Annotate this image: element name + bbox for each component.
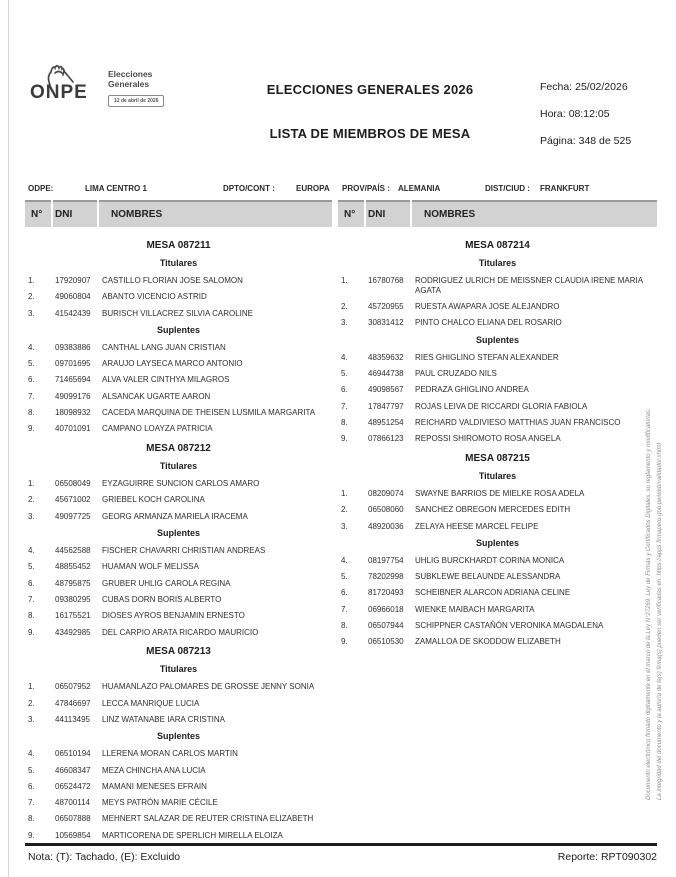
member-name: ARAUJO LAYSECA MARCO ANTONIO [102, 359, 243, 369]
document-subtitle: LISTA DE MIEMBROS DE MESA [269, 126, 471, 141]
member-number: 2. [28, 495, 35, 505]
member-dni: 78202998 [368, 572, 404, 582]
member-name: ABANTO VICENCIO ASTRID [102, 292, 207, 302]
member-dni: 49060804 [55, 292, 91, 302]
member-dni: 10569854 [55, 830, 91, 840]
dpto-value: EUROPA [296, 184, 330, 193]
member-number: 5. [341, 368, 348, 378]
member-dni: 09380295 [55, 594, 91, 604]
mesa-title: MESA 087215 [465, 452, 530, 464]
mesa-block [338, 453, 657, 647]
dist-value: FRANKFURT [540, 184, 590, 193]
member-name: DIOSES AYROS BENJAMIN ERNESTO [102, 611, 245, 621]
member-name: LECCA MANRIQUE LUCIA [102, 698, 200, 708]
member-row [338, 621, 657, 631]
signature-note-line1: Documento electrónico firmado digitalmente en el marco de la Ley N°27269, Ley de Firmas y Certificados Digitales, su reglamento y modificatorias. [646, 408, 653, 800]
member-name: GRUBER UHLIG CAROLA REGINA [102, 578, 231, 588]
onpe-wordmark: ONPE [30, 82, 88, 103]
member-row [25, 798, 332, 808]
page-left-border [8, 0, 9, 877]
member-row [25, 595, 332, 605]
member-row [25, 831, 332, 841]
member-row [25, 512, 332, 522]
member-number: 1. [28, 479, 35, 489]
member-number: 7. [341, 401, 348, 411]
member-row [338, 369, 657, 379]
member-number: 5. [28, 359, 35, 369]
member-row [25, 392, 332, 402]
member-dni: 41542439 [55, 308, 91, 318]
member-dni: 48920036 [368, 521, 404, 531]
member-row [25, 424, 332, 434]
member-name: CACEDA MARQUINA DE THEISEN LUSMILA MARGARITA [102, 408, 316, 418]
member-name: CAMPANO LOAYZA PATRICIA [102, 424, 213, 434]
member-dni: 18098932 [55, 408, 91, 418]
member-number: 2. [341, 302, 348, 312]
member-name: PINTO CHALCO ELIANA DEL ROSARIO [415, 318, 562, 328]
member-dni: 30831412 [368, 318, 404, 328]
member-number: 3. [341, 318, 348, 328]
footer [28, 851, 657, 863]
member-name: GEORG ARMANZA MARIELA IRACEMA [102, 511, 248, 521]
member-dni: 48359632 [368, 352, 404, 362]
pagina-value: 348 de 525 [578, 135, 632, 147]
member-row [25, 562, 332, 572]
member-dni: 06507952 [55, 682, 91, 692]
member-name: CUBAS DORN BORIS ALBERTO [102, 594, 222, 604]
member-row [338, 505, 657, 515]
mesa-block [25, 646, 332, 840]
member-dni: 45671002 [55, 495, 91, 505]
mesa-block [338, 240, 657, 444]
titulares-label: Titulares [478, 258, 517, 268]
member-name: CANTHAL LANG JUAN CRISTIAN [102, 342, 226, 352]
onpe-logo [30, 64, 164, 110]
member-dni: 06507944 [368, 621, 404, 631]
member-row [338, 522, 657, 532]
report-meta [540, 81, 631, 162]
member-row [25, 546, 332, 556]
member-row [338, 556, 657, 566]
member-number: 4. [28, 749, 35, 759]
member-row [338, 572, 657, 582]
mesa-title: MESA 087214 [465, 240, 530, 251]
member-name: RIES GHIGLINO STEFAN ALEXANDER [415, 352, 559, 362]
member-number: 6. [28, 375, 35, 385]
nombres-column-header: NOMBRES [412, 200, 657, 227]
member-row [338, 588, 657, 598]
member-row [338, 637, 657, 647]
member-dni: 16780768 [368, 276, 404, 285]
member-name: UHLIG BURCKHARDT CORINA MONICA [415, 555, 565, 565]
suplentes-label: Suplentes [156, 324, 200, 335]
suplentes-label: Suplentes [156, 731, 200, 742]
footer-note: Nota: (T): Tachado, (E): Excluido [28, 851, 181, 863]
member-name: DEL CARPIO ARATA RICARDO MAURICIO [102, 627, 259, 637]
member-row [25, 343, 332, 353]
member-number: 5. [341, 572, 348, 582]
member-row [338, 276, 657, 296]
member-row [25, 359, 332, 369]
member-dni: 17847797 [368, 401, 404, 411]
onpe-logo-mark [30, 64, 104, 110]
member-dni: 40701091 [55, 424, 91, 434]
dni-column-header: DNI [366, 200, 410, 227]
member-number: 6. [341, 588, 348, 598]
member-number: 9. [28, 830, 35, 840]
mesa-block [25, 443, 332, 637]
member-row [25, 408, 332, 418]
member-number: 3. [28, 308, 35, 318]
meta-pagina [540, 135, 631, 147]
meta-hora [540, 108, 631, 120]
member-name: ALVA VALER CINTHYA MILAGROS [102, 375, 230, 385]
member-number: 1. [341, 276, 348, 285]
member-row [338, 605, 657, 615]
member-number: 4. [28, 342, 35, 352]
member-name: LINZ WATANABE IARA CRISTINA [102, 714, 225, 724]
member-dni: 16175521 [55, 611, 91, 621]
odpe-value: LIMA CENTRO 1 [85, 184, 147, 193]
member-row [338, 418, 657, 428]
member-name: WIENKE MAIBACH MARGARITA [415, 604, 535, 614]
member-row [25, 495, 332, 505]
member-row [25, 682, 332, 692]
member-number: 8. [28, 611, 35, 621]
member-name: REPOSSI SHIROMOTO ROSA ANGELA [415, 434, 561, 444]
member-number: 3. [28, 511, 35, 521]
member-number: 8. [341, 621, 348, 631]
member-number: 4. [341, 352, 348, 362]
member-number: 4. [341, 555, 348, 565]
member-name: SWAYNE BARRIOS DE MIELKE ROSA ADELA [415, 488, 585, 498]
member-row [25, 715, 332, 725]
member-number: 7. [28, 798, 35, 808]
member-number: 5. [28, 562, 35, 572]
suplentes-label: Suplentes [156, 528, 200, 539]
member-number: 6. [341, 385, 348, 395]
member-name: HUAMANLAZO PALOMARES DE GROSSE JENNY SONIA [102, 682, 315, 692]
member-dni: 06510194 [55, 749, 91, 759]
num-column-header: N° [338, 200, 364, 227]
member-number: 5. [28, 765, 35, 775]
member-name: RUESTA AWAPARA JOSE ALEJANDRO [415, 302, 560, 312]
member-dni: 06524472 [55, 781, 91, 791]
member-row [338, 302, 657, 312]
member-number: 9. [28, 627, 35, 637]
member-name: SCHEIBNER ALARCON ADRIANA CELINE [415, 588, 571, 598]
member-dni: 48951254 [368, 417, 404, 427]
member-number: 6. [28, 781, 35, 791]
member-row [338, 402, 657, 412]
odpe-label: ODPE: [28, 184, 54, 193]
title-block [170, 81, 573, 141]
mesa-column-left [25, 240, 332, 850]
member-dni: 06966018 [368, 604, 404, 614]
signature-note-line2: La integridad del documento y la autoría de la(s) firma(s) pueden ser verificadas en: https://apps.firmaperu.gob.pe/web/validador.xhtml [657, 443, 664, 800]
footer-report-code: Reporte: RPT090302 [557, 851, 657, 863]
member-number: 2. [28, 698, 35, 708]
logo-tagline-line2: Generales [108, 78, 150, 89]
member-dni: 07866123 [368, 434, 404, 444]
member-dni: 44562588 [55, 546, 91, 556]
member-name: FISCHER CHAVARRI CHRISTIAN ANDREAS [102, 546, 266, 556]
member-row [25, 782, 332, 792]
member-dni: 06510530 [368, 637, 404, 647]
member-number: 4. [28, 546, 35, 556]
titulares-label: Titulares [478, 470, 517, 481]
member-row [25, 628, 332, 638]
member-dni: 08209074 [368, 488, 404, 498]
member-dni: 81720493 [368, 588, 404, 598]
member-dni: 48795875 [55, 578, 91, 588]
footer-rule [25, 843, 657, 846]
member-number: 8. [341, 417, 348, 427]
member-number: 7. [28, 594, 35, 604]
dpto-label: DPTO/CONT : [223, 184, 275, 193]
logo-tagline-line1: Elecciones [108, 69, 153, 79]
hora-label: Hora: [540, 108, 566, 120]
member-row [338, 318, 657, 328]
member-row [338, 353, 657, 363]
member-row [25, 814, 332, 824]
member-name: CASTILLO FLORIAN JOSE SALOMON [102, 276, 243, 285]
num-column-header: N° [25, 200, 51, 227]
titulares-label: Titulares [159, 258, 198, 268]
member-number: 2. [28, 292, 35, 302]
member-dni: 17920907 [55, 276, 91, 285]
member-name: REICHARD VALDIVIESO MATTHIAS JUAN FRANCISCO [415, 417, 621, 427]
mesa-title: MESA 087211 [146, 240, 211, 251]
member-number: 1. [341, 488, 348, 498]
hora-value: 08:12:05 [568, 108, 610, 120]
member-dni: 08197754 [368, 555, 404, 565]
member-name: SUBKLEWE BELAUNDE ALESSANDRA [415, 572, 561, 582]
member-number: 8. [28, 814, 35, 824]
member-dni: 46608347 [55, 765, 91, 775]
location-info-row [28, 184, 664, 196]
member-dni: 09701695 [55, 359, 91, 369]
member-dni: 47846697 [55, 698, 91, 708]
member-name: MEYS PATRÓN MARIE CÉCILE [102, 798, 218, 808]
member-dni: 09383886 [55, 342, 91, 352]
member-dni: 49099176 [55, 391, 91, 401]
mesa-column-right [338, 240, 657, 656]
member-row [25, 479, 332, 489]
member-row [338, 434, 657, 444]
mesa-columns [25, 240, 657, 850]
suplentes-label: Suplentes [475, 537, 519, 548]
fecha-label: Fecha: [540, 81, 573, 93]
member-number: 3. [341, 521, 348, 531]
dni-column-header: DNI [53, 200, 97, 227]
member-number: 7. [28, 391, 35, 401]
suplentes-label: Suplentes [475, 334, 519, 345]
member-dni: 06508060 [368, 505, 404, 515]
member-dni: 44113495 [55, 714, 90, 724]
mesa-title: MESA 087213 [146, 646, 211, 658]
mesa-title: MESA 087212 [146, 443, 211, 455]
member-name: SANCHEZ OBREGON MERCEDES EDITH [415, 505, 571, 515]
member-name: MARTICORENA DE SPERLICH MIRELLA ELOIZA [102, 830, 283, 840]
table-header-row [25, 200, 657, 227]
member-name: EYZAGUIRRE SUNCION CARLOS AMARO [102, 479, 260, 489]
member-name: ROJAS LEIVA DE RICCARDI GLORIA FABIOLA [415, 401, 588, 411]
member-number: 3. [28, 714, 35, 724]
member-dni: 49097725 [55, 511, 91, 521]
member-row [25, 276, 332, 286]
member-number: 9. [341, 637, 348, 647]
member-number: 1. [28, 276, 35, 285]
member-row [338, 489, 657, 499]
member-row [25, 766, 332, 776]
member-name: ALSANCAK UGARTE AARON [102, 391, 211, 401]
member-dni: 06507888 [55, 814, 91, 824]
member-name: PAUL CRUZADO NILS [415, 368, 497, 378]
member-name: PEDRAZA GHIGLINO ANDREA [415, 385, 529, 395]
prov-value: ALEMANIA [398, 184, 441, 193]
prov-label: PROV/PAÍS : [342, 184, 390, 193]
nombres-column-header: NOMBRES [99, 200, 332, 227]
member-row [25, 309, 332, 319]
member-dni: 71465694 [55, 375, 91, 385]
member-number: 1. [28, 682, 35, 692]
member-name: BURISCH VILLACREZ SILVIA CAROLINE [102, 308, 254, 318]
member-row [25, 749, 332, 759]
member-name: RODRIGUEZ ULRICH DE MEISSNER CLAUDIA IRENE MARIA AGATA [415, 276, 643, 295]
member-row [25, 611, 332, 621]
member-dni: 46944738 [368, 368, 404, 378]
titulares-label: Titulares [159, 461, 198, 472]
member-name: ZELAYA HEESE MARCEL FELIPE [415, 521, 539, 531]
member-number: 9. [28, 424, 35, 434]
member-name: MEZA CHINCHA ANA LUCIA [102, 765, 206, 775]
member-number: 2. [341, 505, 348, 515]
member-name: ZAMALLOA DE SKODDOW ELIZABETH [415, 637, 561, 647]
member-dni: 49098567 [368, 385, 404, 395]
member-row [25, 699, 332, 709]
member-row [25, 375, 332, 385]
member-number: 9. [341, 434, 348, 444]
meta-fecha [540, 81, 631, 93]
member-dni: 48700114 [55, 798, 90, 808]
member-name: MAMANI MENESES EFRAIN [102, 781, 207, 791]
member-name: HUAMAN WOLF MELISSA [102, 562, 199, 572]
member-number: 7. [341, 604, 348, 614]
titulares-label: Titulares [159, 664, 198, 675]
election-date-box: 12 de abril de 2026 [108, 95, 164, 107]
member-name: MEHNERT SALAZAR DE REUTER CRISTINA ELIZABETH [102, 814, 314, 824]
pagina-label: Página: [540, 135, 576, 147]
member-name: SCHIPPNER CASTAÑÓN VERONIKA MAGDALENA [415, 621, 604, 631]
member-row [25, 579, 332, 589]
logo-tagline-block [108, 64, 164, 107]
mesa-block [25, 240, 332, 434]
fecha-value: 25/02/2026 [575, 81, 628, 93]
member-number: 6. [28, 578, 35, 588]
member-row [338, 385, 657, 395]
table-header-right [338, 200, 657, 227]
member-dni: 43492985 [55, 627, 91, 637]
table-header-left [25, 200, 332, 227]
member-row [25, 292, 332, 302]
member-dni: 48855452 [55, 562, 91, 572]
member-name: GRIEBEL KOCH CAROLINA [102, 495, 205, 505]
document-title: ELECCIONES GENERALES 2026 [266, 82, 474, 97]
dist-label: DIST/CIUD : [485, 184, 530, 193]
member-dni: 45720955 [368, 302, 404, 312]
member-dni: 06508049 [55, 479, 91, 489]
member-name: LLERENA MORAN CARLOS MARTIN [102, 749, 238, 759]
member-number: 8. [28, 408, 35, 418]
digital-signature-note [644, 322, 666, 800]
